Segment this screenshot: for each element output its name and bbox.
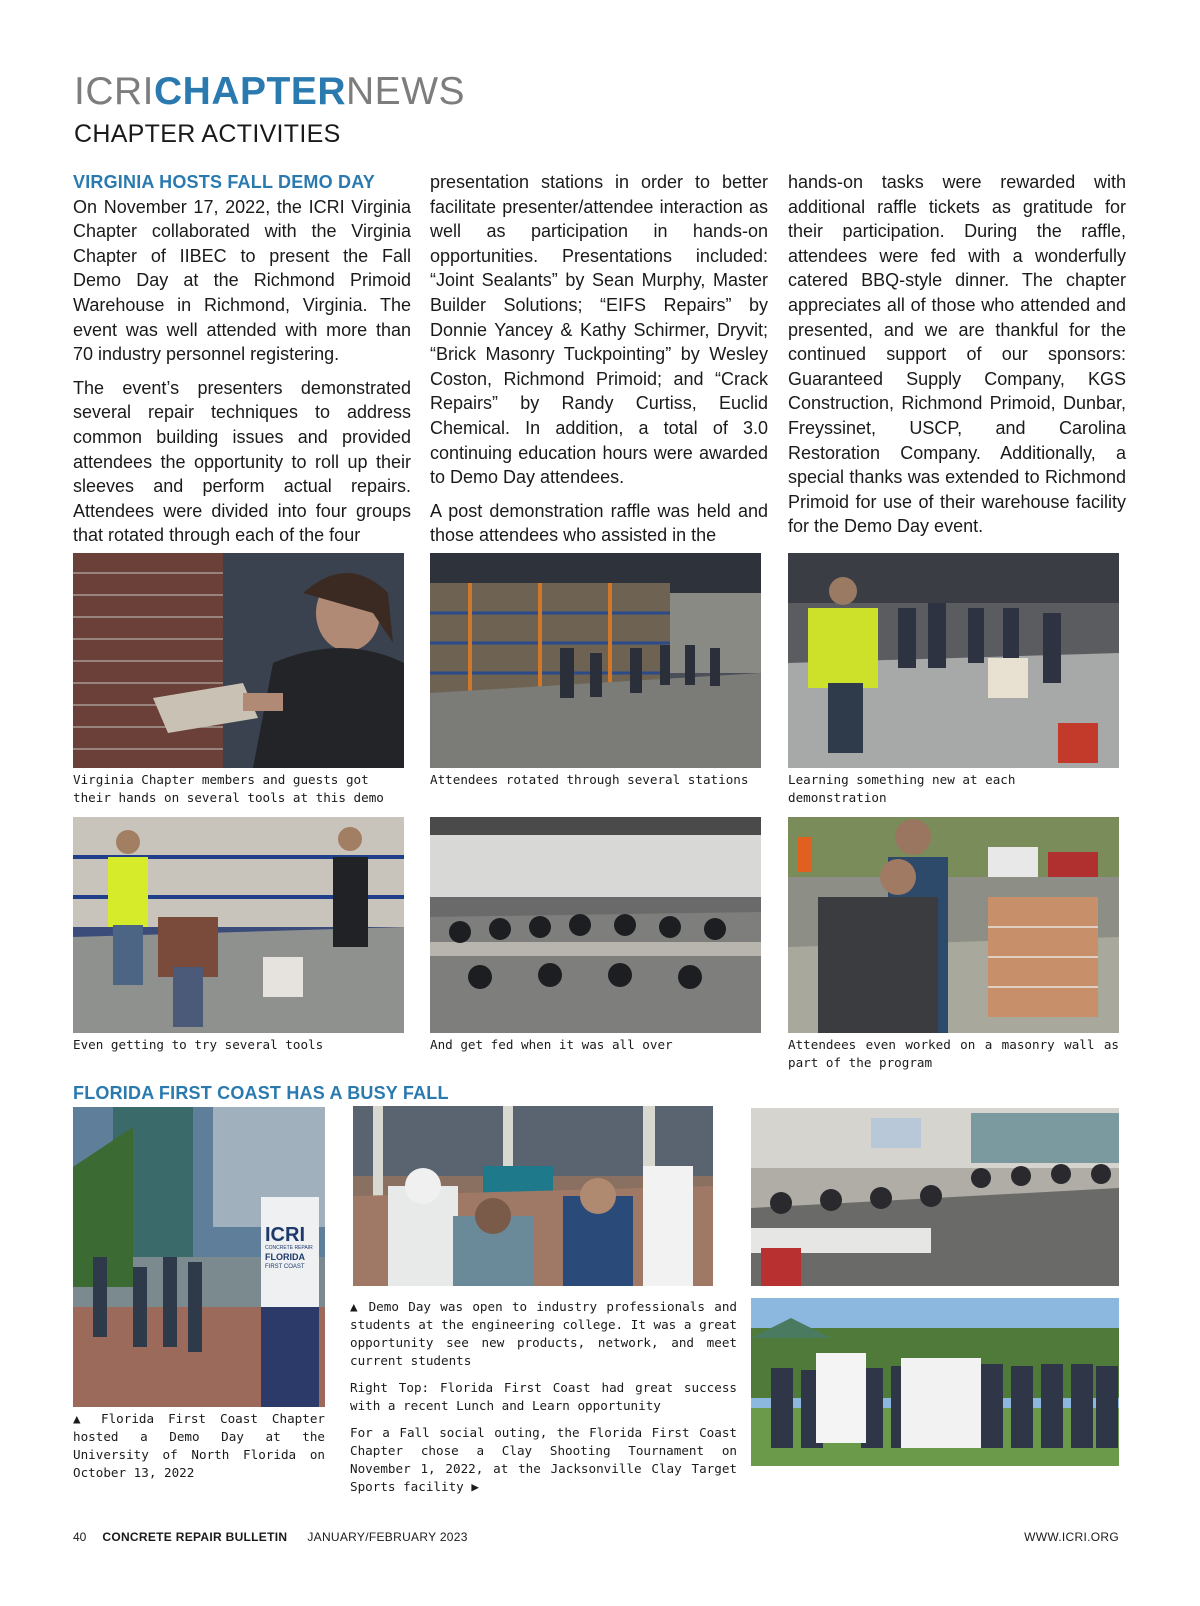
article-paragraph: presentation stations in order to better facilitate presenter/attendee interaction as well as participation in hands-on opportunities. Presentations included: “Joint Sealants” by Sean Murphy, Master Builder Solutions; “EIFS Repairs” by Donnie Yancey & Kathy Schirmer, Dryvit; “Brick Masonry Tuckpointing” by Wesley Coston, Richmond Primoid; and “Crack Repairs” by Randy Curtiss, Euclid Chemical. In addition, a total of 3.0 continuing education hours were awarded to Demo Day attendees.: [430, 172, 768, 488]
article-headline: FLORIDA FIRST COAST HAS A BUSY FALL: [73, 1083, 449, 1103]
caption-photo-3: Learning something new at each demonstration: [788, 772, 1016, 805]
photo-unf-demo-day: [73, 1107, 325, 1407]
photo-warehouse-stations: [430, 553, 761, 768]
caption-photo-2: Attendees rotated through several stations: [430, 772, 749, 787]
photo-clay-shooting-group: [751, 1298, 1119, 1466]
caption-lunch-learn: Right Top: Florida First Coast had great success with a recent Lunch and Learn opportunity: [350, 1380, 737, 1413]
footer-left: [73, 1530, 468, 1544]
caption-unf-demo-day: ▲ Florida First Coast Chapter hosted a Demo Day at the University of North Florida on October 13, 2022: [73, 1411, 325, 1480]
photo-students-demo: [353, 1106, 713, 1286]
caption-clay-shooting: For a Fall social outing, the Florida First Coast Chapter chose a Clay Shooting Tournament on November 1, 2022, at the Jacksonville Clay Target Sports facility ▶: [350, 1425, 737, 1494]
photo-masonry-wall: [788, 817, 1119, 1033]
article-headline: VIRGINIA HOSTS FALL DEMO DAY: [73, 172, 375, 192]
caption-photo-4: Even getting to try several tools: [73, 1037, 324, 1052]
issue-date: JANUARY/FEBRUARY 2023: [307, 1530, 468, 1544]
photo-tool-trial: [73, 817, 404, 1033]
article-column-3: [788, 170, 1126, 548]
article-column-1: [73, 170, 411, 557]
masthead-icri: ICRI: [74, 70, 154, 113]
article-column-2: [430, 170, 768, 557]
banner-line: CONCRETE REPAIR: [265, 1245, 313, 1251]
photo-dinner: [430, 817, 761, 1033]
photo-brick-tuckpointing: [73, 553, 404, 768]
photo-demonstration-group: [788, 553, 1119, 768]
banner-icri-logo: [265, 1225, 319, 1271]
masthead-news: NEWS: [346, 70, 466, 113]
photo-lunch-and-learn: [751, 1108, 1119, 1286]
banner-line: FLORIDA: [265, 1252, 305, 1262]
masthead-chapter: CHAPTER: [154, 70, 347, 113]
caption-photo-5: And get fed when it was all over: [430, 1037, 673, 1052]
publication-name: CONCRETE REPAIR BULLETIN: [102, 1530, 288, 1544]
section-title: CHAPTER ACTIVITIES: [74, 120, 341, 148]
caption-block-middle: [350, 1298, 737, 1505]
article-paragraph: The event’s presenters demonstrated several repair techniques to address common building issues and provided attendees the opportunity to roll up their sleeves and perform actual repairs. Attendees were divided into four groups that rotated through each of the four: [73, 377, 411, 546]
masthead: [74, 70, 465, 114]
caption-photo-6: Attendees even worked on a masonry wall as part of the program: [788, 1037, 1119, 1070]
footer-url[interactable]: WWW.ICRI.ORG: [1024, 1530, 1119, 1544]
page-number: 40: [73, 1530, 87, 1544]
article-paragraph: hands-on tasks were rewarded with additional raffle tickets as gratitude for their participation. During the raffle, attendees were fed with a wonderfully catered BBQ-style dinner. The chapter appreciates all of those who attended and presented, and we are thankful for the continued support of our sponsors: Guaranteed Supply Company, KGS Construction, Richmond Primoid, Dunbar, Freyssinet, USCP, and Carolina Restoration Company. Additionally, a special thanks was extended to Richmond Primoid for use of their warehouse facility for the Demo Day event.: [788, 172, 1126, 537]
caption-photo-1: Virginia Chapter members and guests got their hands on several tools at this demo: [73, 772, 384, 805]
caption-demo-day: ▲ Demo Day was open to industry professionals and students at the engineering college. It was a great opportunity see new products, network, and meet current students: [350, 1299, 737, 1368]
banner-line: ICRI: [265, 1224, 305, 1246]
article-paragraph: On November 17, 2022, the ICRI Virginia Chapter collaborated with the Virginia Chapter of IIBEC to present the Fall Demo Day at the Richmond Primoid Warehouse in Richmond, Virginia. The event was well attended with more than 70 industry personnel registering.: [73, 196, 411, 365]
banner-line: FIRST COAST: [265, 1264, 305, 1270]
article-paragraph: A post demonstration raffle was held and those attendees who assisted in the: [430, 500, 768, 546]
